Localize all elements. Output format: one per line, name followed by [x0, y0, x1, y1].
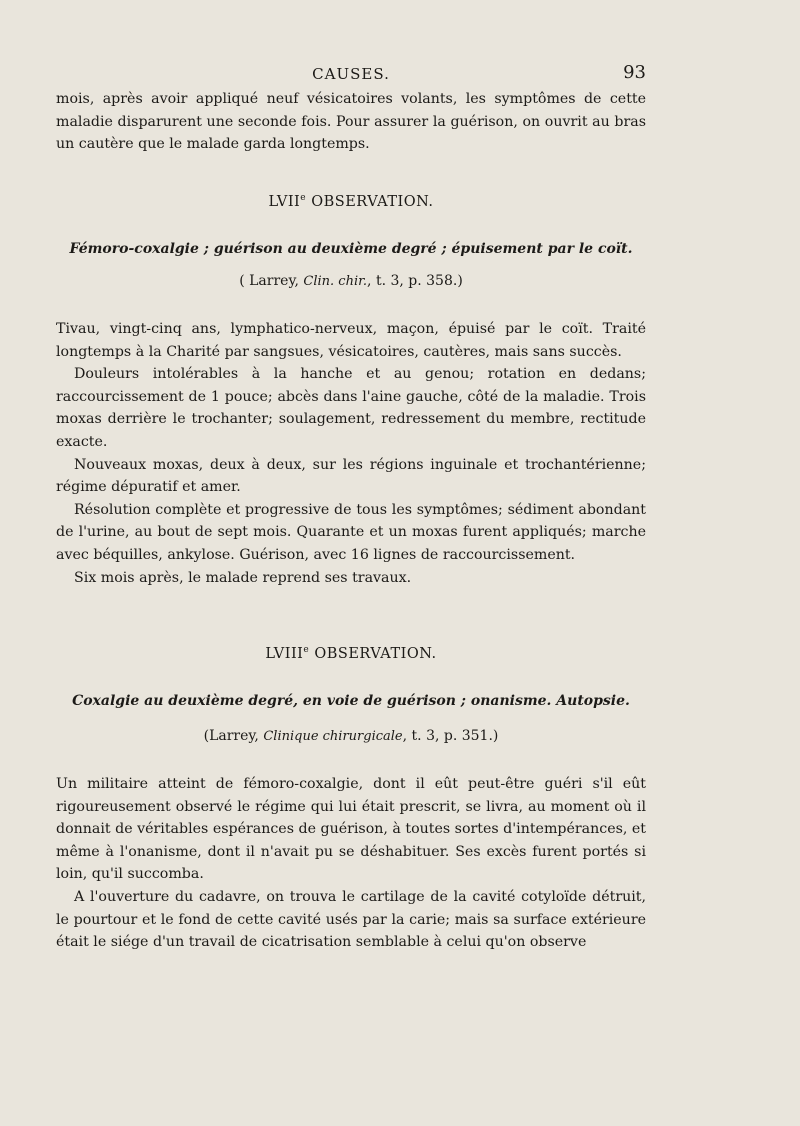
paragraph: Résolution complète et progressive de tous les symptômes; sédiment abondant de l'urine, au bout de sept mois. Quarante et un moxas furent appliqués; marche avec béquilles, ankylose. Guérison, avec 16 lignes de raccourcissement.: [56, 501, 646, 563]
page-number: 93: [623, 62, 646, 83]
obs-label: OBSERVATION.: [314, 645, 437, 662]
observation-57-body: [56, 318, 646, 589]
observation-58-subtitle: Coxalgie au deuxième degré, en voie de guérison ; onanisme. Autopsie.: [72, 693, 630, 709]
citation-source: Clinique chirurgicale: [263, 729, 403, 744]
observation-58-citation: [56, 728, 646, 744]
citation-close: , t. 3, p. 351.): [402, 728, 499, 744]
running-head: [56, 62, 646, 86]
paragraph: Un militaire atteint de fémoro-coxalgie, dont il eût peut-être guéri s'il eût rigoureusement observé le régime qui lui était prescrit, se livra, au moment où il donnait de véritables espérances de guérison, à toutes sortes d'intempérances, et même à l'onanisme, dont il n'avait pu se déshabituer. Ses excès furent portés si loin, qu'il succomba.: [56, 776, 646, 883]
paragraph: Six mois après, le malade reprend ses travaux.: [74, 569, 412, 586]
observation-58-heading: [56, 645, 646, 662]
observation-57-citation: [56, 273, 646, 289]
obs-sup: e: [303, 645, 310, 655]
paragraph: Nouveaux moxas, deux à deux, sur les régions inguinale et trochantérienne; régime dépuratif et amer.: [56, 456, 646, 496]
obs-numeral: LVII: [268, 193, 301, 210]
paragraph: Douleurs intolérables à la hanche et au genou; rotation en dedans; raccourcissement de 1 pouce; abcès dans l'aine gauche, côté de la maladie. Trois moxas derrière le trochanter; soulagement, redressement du membre, rectitude exacte.: [56, 366, 646, 450]
observation-57-heading: [56, 193, 646, 210]
citation-source: Clin. chir.: [303, 274, 368, 289]
citation-close: , t. 3, p. 358.): [367, 273, 463, 289]
paragraph: A l'ouverture du cadavre, on trouva le cartilage de la cavité cotyloïde détruit, le pourtour et le fond de cette cavité usés par la carie; mais sa surface extérieure était le siége d'un travail de cicatrisation semblable à celui qu'on observe: [56, 888, 646, 951]
citation-open: (Larrey,: [203, 728, 264, 744]
intro-text: [56, 88, 646, 156]
observation-57-subtitle: Fémoro-coxalgie ; guérison au deuxième degré ; épuisement par le coït.: [69, 241, 633, 257]
running-title: CAUSES.: [312, 65, 390, 83]
paragraph: Tivau, vingt-cinq ans, lymphatico-nerveux, maçon, épuisé par le coït. Traité longtemps à la Charité par sangsues, vésicatoires, cautères, mais sans succès.: [56, 321, 646, 360]
obs-sup: e: [300, 193, 307, 203]
citation-open: ( Larrey,: [239, 273, 304, 289]
paragraph: mois, après avoir appliqué neuf vésicatoires volants, les symptômes de cette maladie disparurent une seconde fois. Pour assurer la guérison, on ouvrit au bras un cautère que le malade garda longtemps.: [56, 91, 646, 153]
obs-numeral: LVIII: [265, 645, 304, 662]
observation-58-body: [56, 773, 646, 954]
obs-label: OBSERVATION.: [311, 193, 434, 210]
